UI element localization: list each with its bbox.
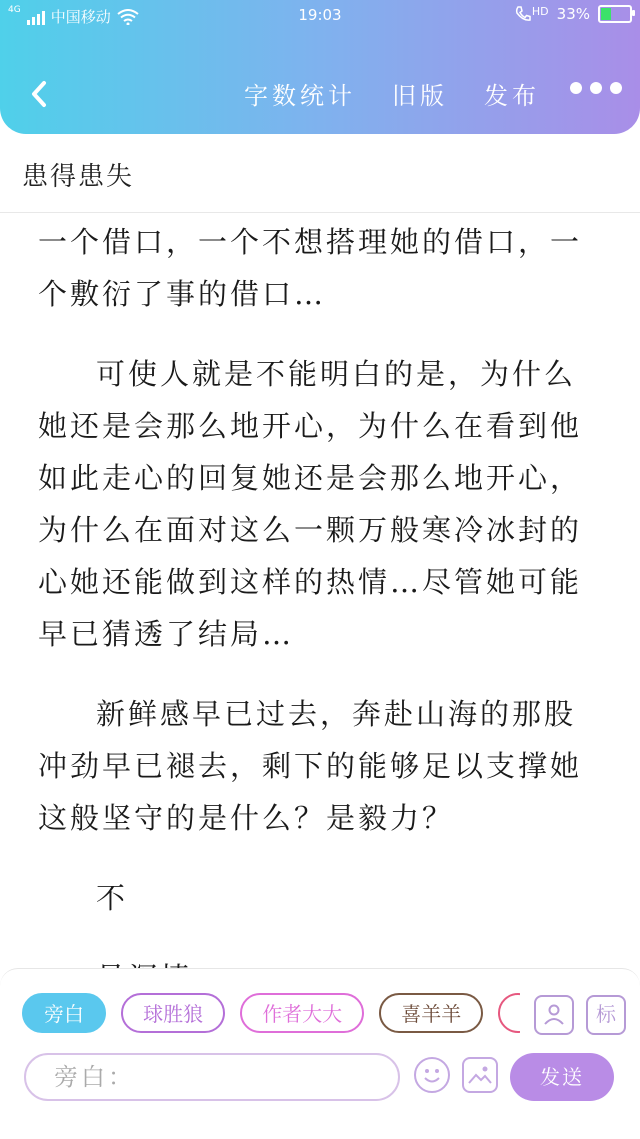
phone-hd-icon [514,5,532,23]
paragraph: 新鲜感早已过去，奔赴山海的那股冲劲早已褪去，剩下的能够足以支撑她这般坚守的是什么？是毅力？ [38,697,583,835]
role-chip[interactable]: 作者大大 [240,993,364,1033]
nav-bar [0,62,640,128]
paragraph: 一个借口，一个不想搭理她的借口，一个敷衍了事的借口… [38,225,583,311]
paragraph: 可使人就是不能明白的是，为什么她还是会那么地开心，为什么在看到他如此走心的回复她还是会那么地开心，为什么在面对这么一颗万般寒冷冰封的心她还能做到这样的热情…尽管她可能早已猜透了结局… [38,357,583,651]
status-right [514,5,632,23]
mark-button[interactable]: 标 [586,995,626,1035]
chevron-left-icon[interactable] [20,74,60,114]
document-content[interactable] [38,216,604,1032]
status-time: 19:03 [298,6,342,24]
role-chip[interactable]: 球胜狼 [121,993,225,1033]
paragraph: 不 [96,881,129,915]
character-icon[interactable] [534,995,574,1035]
carrier-name: 中国移动 [50,8,111,26]
network-type: 4G [8,5,21,15]
status-bar [0,0,640,32]
word-count-button[interactable]: 字数统计 [244,82,356,110]
role-selector [22,993,520,1037]
battery-icon [598,5,632,23]
old-version-button[interactable]: 旧版 [392,82,448,110]
role-chip-partial[interactable] [498,993,520,1033]
title-bar [0,134,640,213]
nav-actions [244,76,540,111]
emoji-icon[interactable] [414,1057,450,1093]
send-button[interactable]: 发送 [510,1053,614,1101]
publish-button[interactable]: 发布 [484,82,540,110]
document-title[interactable]: 患得患失 [22,162,135,192]
image-icon[interactable] [462,1057,498,1093]
battery-fill [601,8,611,20]
app-header [0,0,640,134]
role-chip-narrator[interactable]: 旁白 [22,993,106,1033]
hd-label: HD [531,5,549,18]
composer-panel [0,968,640,1139]
role-chip[interactable]: 喜羊羊 [379,993,483,1033]
battery-percent: 33% [556,5,590,23]
more-horizontal-icon[interactable] [570,82,622,94]
message-input[interactable]: 旁白： [24,1053,400,1101]
